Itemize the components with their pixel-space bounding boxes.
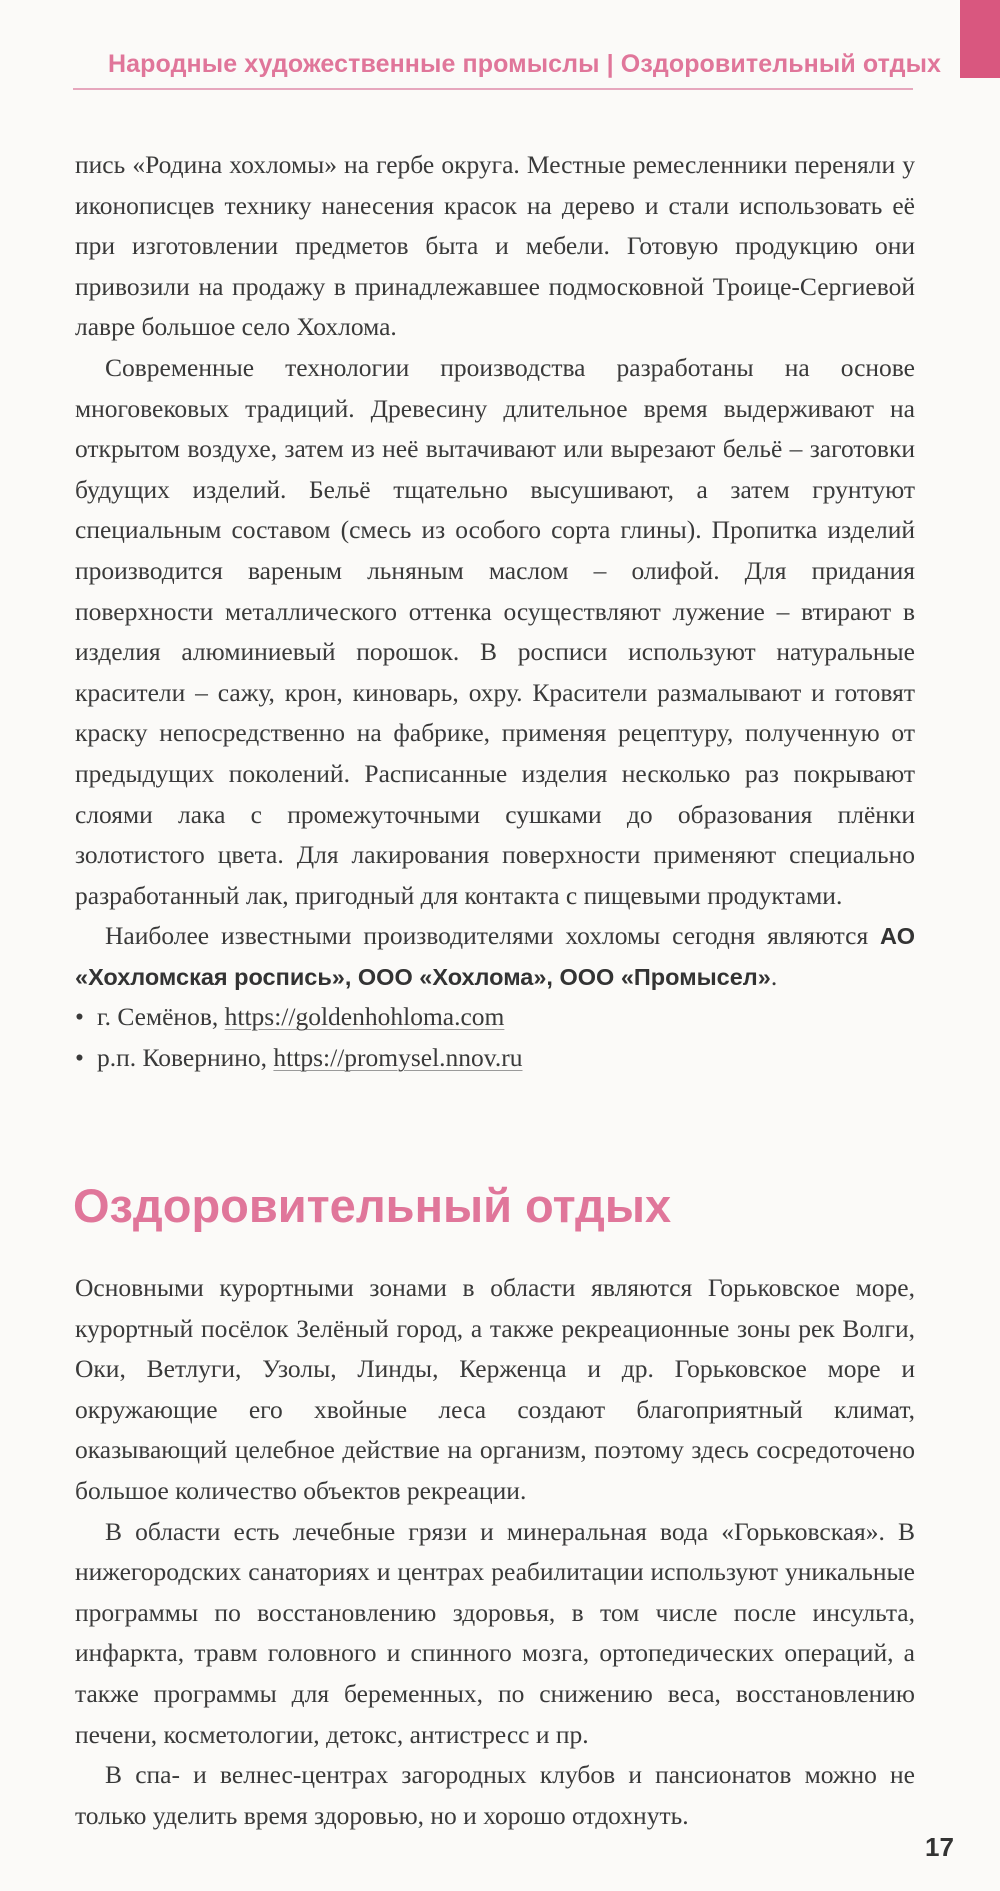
- producers-paragraph: [75, 916, 915, 997]
- page-number: 17: [925, 1832, 954, 1862]
- producer-link[interactable]: https://goldenhohloma.com: [224, 1002, 505, 1032]
- producers-end: .: [770, 961, 778, 991]
- list-item: [75, 1038, 915, 1079]
- bullet-icon: •: [75, 1002, 84, 1032]
- producers-list: [75, 997, 915, 1078]
- crafts-paragraph-1: пись «Родина хохломы» на гербе округа. Местные ремесленники переняли у иконописцев технику нанесения красок на дерево и стали использовать её при изготовлении предметов быта и мебели. Готовую продукцию они привозили на продажу в принадлежавшее подмосковной Троице-Сергиевой лавре большое село Хохлома.: [75, 150, 915, 342]
- running-head: Народные художественные промыслы | Оздоровительный отдых: [108, 50, 942, 78]
- bullet-place: г. Семёнов,: [97, 1002, 219, 1032]
- section-color-tab: [960, 0, 1000, 78]
- header-divider: [73, 88, 913, 90]
- section-title: Оздоровительный отдых: [73, 1179, 672, 1232]
- producers-names: АО «Хохломская роспись», ООО «Хохлома», ООО «Промысел»: [75, 923, 915, 990]
- wellness-paragraph-2: В области есть лечебные грязи и минеральная вода «Горьковская». В нижегородских санаториях и центрах реабилитации используют уникальные программы по восстановлению здоровья, в том числе после инсульта, инфаркта, травм головного и спинного мозга, ортопедических операций, а также программы для беременных, по снижению веса, восстановлению печени, косметологии, детокс, антистресс и пр.: [75, 1516, 915, 1749]
- list-item: [75, 997, 915, 1038]
- wellness-paragraph-3: В спа- и велнес-центрах загородных клубов и пансионатов можно не только уделить время здоровью, но и хорошо отдохнуть.: [75, 1760, 915, 1830]
- wellness-paragraph-1: Основными курортными зонами в области являются Горьковское море, курортный посёлок Зелёный город, а также рекреационные зоны рек Волги, Оки, Ветлуги, Узолы, Линды, Керженца и др. Горьковское море и окружающие его хвойные леса создают благоприятный климат, оказывающий целебное действие на организм, поэтому здесь сосредоточено большое количество объектов рекреации.: [75, 1273, 915, 1505]
- crafts-paragraph-2: Современные технологии производства разработаны на основе многовековых традиций. Древесину длительное время выдерживают на открытом воздухе, затем из неё вытачивают или вырезают бельё – заготовки будущих изделий. Бельё тщательно высушивают, а затем грунтуют специальным составом (смесь из особого сорта глины). Пропитка изделий производится вареным льняным маслом – олифой. Для придания поверхности металлического оттенка осуществляют лужение – втирают в изделия алюминиевый порошок. В росписи используют натуральные красители – сажу, крон, киноварь, охру. Красители размалывают и готовят краску непосредственно на фабрике, применяя рецептуру, полученную от предыдущих поколений. Расписанные изделия несколько раз покрывают слоями лака с промежуточными сушками до образования плёнки золотистого цвета. Для лакирования поверхности применяют специально разработанный лак, пригодный для контакта с пищевыми продуктами.: [75, 352, 915, 910]
- bullet-place: р.п. Ковернино,: [97, 1043, 268, 1073]
- wellness-text-block: [75, 1268, 915, 1836]
- producer-link[interactable]: https://promysel.nnov.ru: [273, 1043, 523, 1073]
- bullet-icon: •: [75, 1043, 84, 1073]
- producers-intro: Наиболее известными производителями хохломы сегодня являются: [105, 921, 869, 951]
- crafts-text-block: [75, 145, 915, 1079]
